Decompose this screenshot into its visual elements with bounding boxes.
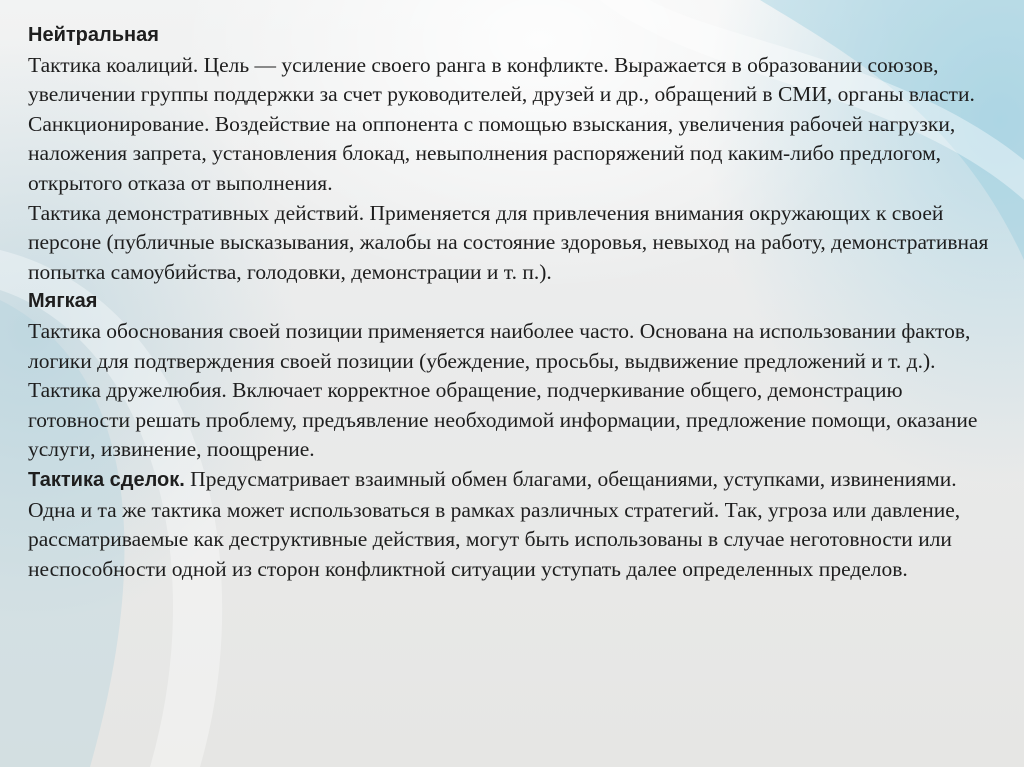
heading-neutral: Нейтральная [28,24,159,46]
paragraph-conclusion: Одна и та же тактика может использоваться в рамках различных стратегий. Так, угроза или давление, рассматриваемые как деструктивные действия, могут быть использованы в случае неготовности или неспособности одной из сторон конфликтной ситуации уступать далее определенных пределов. [28,497,961,581]
paragraph-deals-lead: Тактика сделок. [28,468,185,491]
paragraph-deals-rest: Предусматривает взаимный обмен благами, обещаниями, уступками, извинениями. [184,466,957,491]
paragraph-demonstrative: Тактика демонстративных действий. Применяется для привлечения внимания окружающих к своей персоне (публичные высказывания, жалобы на состояние здоровья, невыход на работу, демонстративная попытка самоубийства, голодовки, демонстрации и т. п.). [28,200,989,284]
paragraph-friendliness: Тактика дружелюбия. Включает корректное обращение, подчеркивание общего, демонстрацию готовности решать проблему, предъявление необходимой информации, предложение помощи, оказание услуги, извинение, поощрение. [28,378,978,462]
slide-text-body [28,21,1008,584]
paragraph-sanctions: Санкционирование. Воздействие на оппонента с помощью взыскания, увеличения рабочей нагрузки, наложения запрета, установления блокад, невыполнения распоряжений под каким-либо предлогом, открытого отказа от выполнения. [28,111,956,195]
paragraph-coalitions: Тактика коалиций. Цель — усиление своего ранга в конфликте. Выражается в образовании союзов, увеличении группы поддержки за счет руководителей, друзей и др., обращений в СМИ, органы власти. [28,52,975,107]
paragraph-deals [28,465,1008,496]
heading-soft: Мягкая [28,290,98,313]
paragraph-justification: Тактика обоснования своей позиции применяется наиболее часто. Основана на использовании фактов, логики для подтверждения своей позиции (убеждение, просьбы, выдвижение предложений и т. д.). [28,318,971,373]
